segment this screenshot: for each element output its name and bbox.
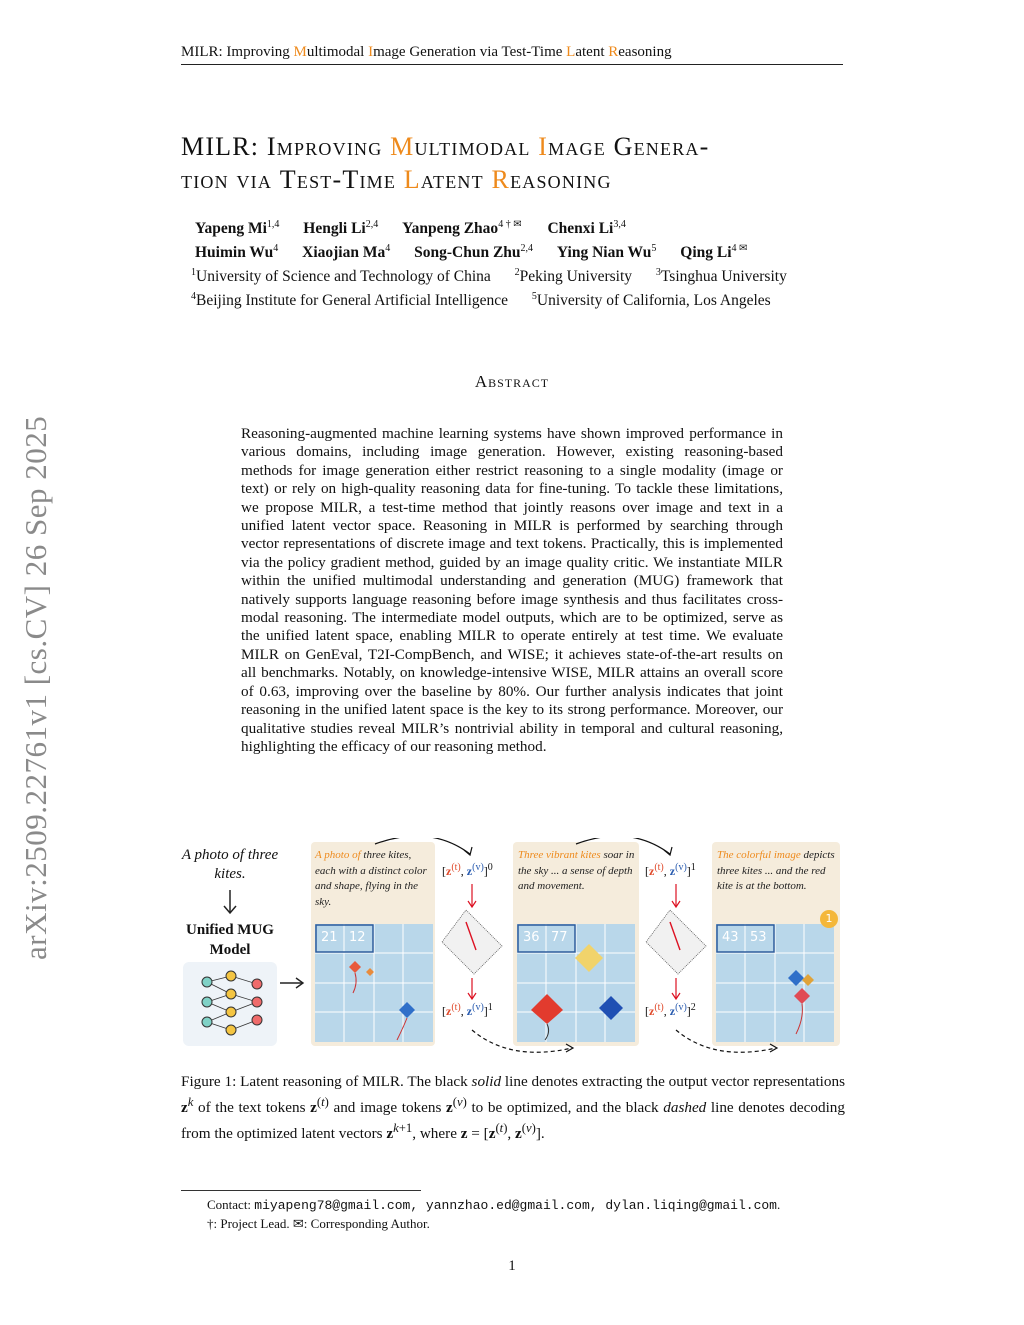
- author: Huimin Wu: [195, 244, 274, 262]
- score-2b: 77: [551, 930, 568, 945]
- page-number: 1: [508, 1258, 516, 1274]
- author: Hengli Li: [303, 220, 366, 238]
- affiliations-line-1: $^1$University of Science and Technology of China $^2$Peking University $^3$Tsinghua University: [191, 267, 787, 286]
- input-prompt: A photo of three kites.: [181, 847, 279, 882]
- footnote-rule: [181, 1190, 421, 1191]
- author: Yanpeng Zhao: [402, 220, 499, 238]
- author: Qing Li: [680, 244, 732, 262]
- running-header: MILR: Improving Multimodal Image Generation via Test-Time Latent Reasoning: [181, 44, 843, 65]
- figure-arrows: [180, 838, 845, 1058]
- affiliations-line-2: $^4$Beijing Institute for General Artificial Intelligence $^5$University of California, Los Angeles: [191, 291, 771, 310]
- score-3b: 53: [750, 930, 767, 945]
- panel-text-2: Three vibrant kites soar in the sky ... a sense of depth and movement.: [518, 849, 635, 892]
- medal-icon: 1: [820, 910, 838, 928]
- footnote: Contact: miyapeng78@gmail.com, yannzhao.ed@gmail.com, dylan.liqing@gmail.com. †: Project Lead. ✉: Corresponding Author.: [207, 1197, 781, 1231]
- author: Xiaojian Ma: [302, 244, 386, 262]
- latent-label-2: [$z^{(t)}$, $z^{(v)}]^2$: [645, 1002, 696, 1018]
- score-1b: 12: [349, 930, 366, 945]
- latent-label-1b: [$z^{(t)}$, $z^{(v)}]^1$: [645, 862, 696, 878]
- author: Ying Nian Wu: [556, 244, 652, 262]
- author-block: Yapeng Mi$^{1,4}$ Hengli Li$^{2,4}$ Yanpeng Zhao$^{4 \dagger ✉}$ Chenxi Li$^{3,4}$ Huimin Wu$^4$ Xiaojian Ma$^4$ Song-Chun Zhu$^{2,4}$ Ying Nian Wu$^5$ Qing $Li^{4 ✉}$ $^1$University of Science and Technology of China $^2$Peking University $^3$Tsinghua University $^4$Beijing Institute for General Artificial Intelligence $^5$University of California, Los Angeles: [181, 215, 861, 312]
- score-2a: 36: [523, 930, 540, 945]
- author: Song-Chun Zhu: [414, 244, 521, 262]
- panel-text-1: A photo of three kites, each with a distinct color and shape, flying in the sky.: [315, 849, 427, 908]
- abstract-heading: Abstract: [474, 372, 550, 391]
- score-3a: 43: [722, 930, 739, 945]
- paper-title: MILR: Improving Multimodal Image Genera- tion via Test-Time Latent Reasoning: [181, 132, 710, 194]
- author: Chenxi Li: [547, 220, 614, 238]
- arxiv-identifier: arXiv:2509.22761v1 [cs.CV] 26 Sep 2025: [18, 415, 53, 960]
- panel-text-3: The colorful image depicts three kites ... and the red kite is at the bottom.: [717, 849, 835, 892]
- model-label: Unified MUG Model: [186, 922, 274, 958]
- figure-1: [180, 838, 845, 1058]
- contact-emails: miyapeng78@gmail.com, yannzhao.ed@gmail.com, dylan.liqing@gmail.com: [254, 1198, 777, 1213]
- figure-caption: Figure 1: Latent reasoning of MILR. The black solid line denotes extracting the output vector representations $z^k$ of the text tokens $z^{(t)}$ and image tokens $z^{(v)}$ to be optimized, and the black dashed line denotes decoding from the optimized latent vectors $z^{k+1}$, where $z = [z^{(t)}$, $z^{(v)}$].: [181, 1073, 845, 1143]
- latent-label-1a: [$z^{(t)}$, $z^{(v)}]^1$: [442, 1002, 493, 1018]
- latent-label-0: [$z^{(t)}$, $z^{(v)}]^0$: [442, 862, 493, 878]
- score-1a: 21: [321, 930, 338, 945]
- author: Yapeng Mi: [195, 220, 267, 238]
- abstract-body: Reasoning-augmented machine learning systems have shown improved performance in various domains, including image generation. However, existing reasoning-based methods for image generation either restrict reasoning to a single modality (image or text) or rely on high-quality reasoning data for fine-tuning. To tackle these limitations, we propose MILR, a test-time method that jointly reasons over image and text in a unified latent vector space. Reasoning in MILR is performed by searching through vector representations of discrete image and text tokens. Practically, this is implemented via the policy gradient method, guided by an image quality critic. We instantiate MILR within the unified multimodal understanding and generation (MUG) framework that natively supports language reasoning before image synthesis and thus facilitates cross-modal reasoning. The intermediate model outputs, which are to be optimized, serve as the unified latent space, enabling MILR to operate entirely at test time. We evaluate MILR on GenEval, T2I-CompBench, and WISE; it achieves state-of-the-art results on all benchmarks. Notably, on knowledge-intensive WISE, MILR attains an overall score of 0.63, improving over the baseline by 80%. Our further analysis indicates that joint reasoning in the unified latent space is the key to its strong performance. Moreover, our qualitative studies reveal MILR’s nontrivial ability in temporal and cultural reasoning, highlighting the efficacy of our reasoning method.: [241, 425, 783, 755]
